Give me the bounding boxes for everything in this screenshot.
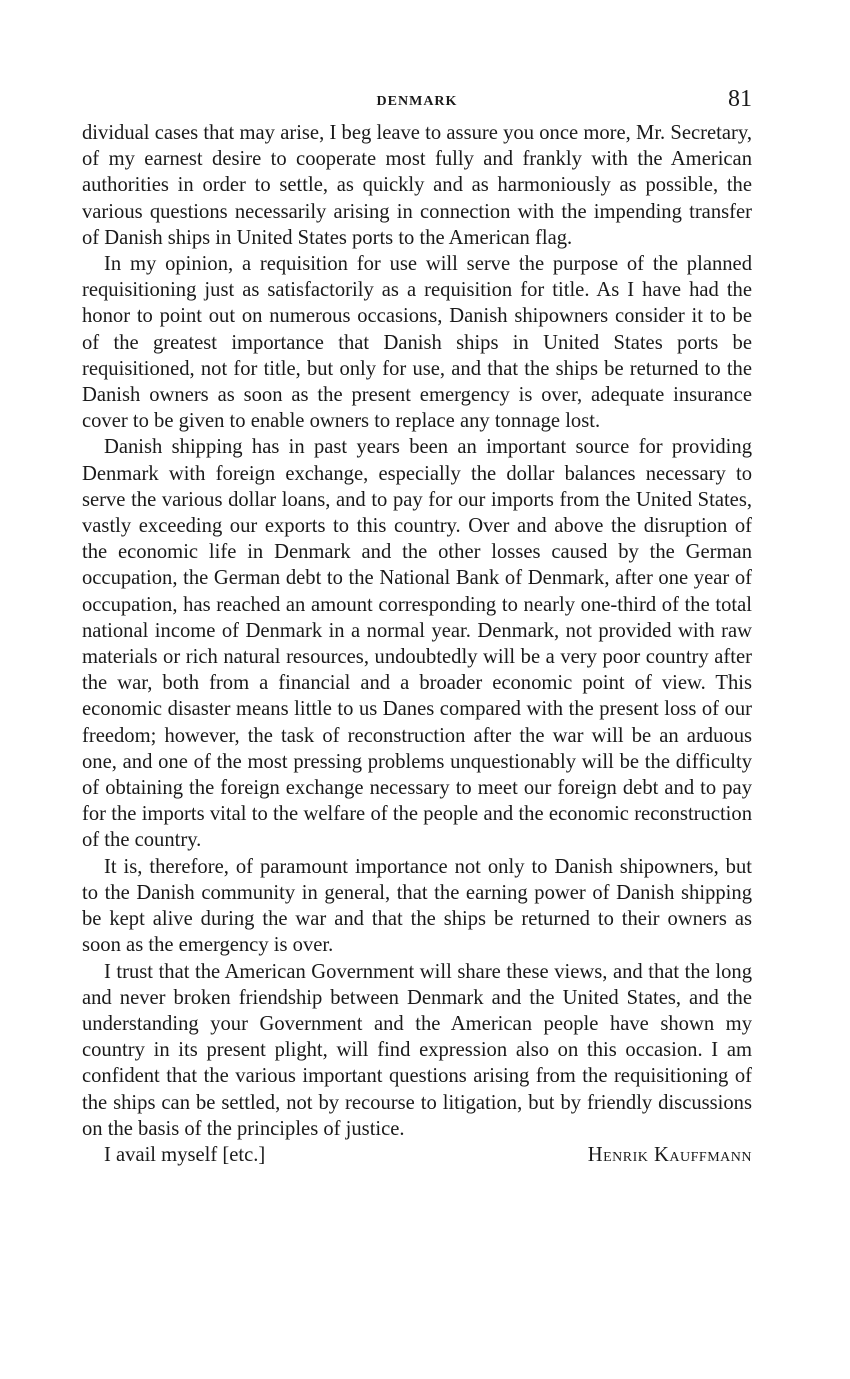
document-page <box>82 84 752 1168</box>
paragraph-danish-shipping: Danish shipping has in past years been an important source for providing Denmark with foreign exchange, especially the dollar balances necessary to serve the various dollar loans, and to pay for our imports from the United States, vastly exceeding our exports to this country. Over and above the disruption of the economic life in Denmark and the other losses caused by the German occupation, the German debt to the National Bank of Denmark, after one year of occupation, has reached an amount corresponding to nearly one-third of the total national income of Denmark in a normal year. Denmark, not provided with raw materials or rich natural resources, undoubtedly will be a very poor country after the war, both from a financial and a broader economic point of view. This economic disaster means little to us Danes compared with the present loss of our freedom; however, the task of reconstruction after the war will be an arduous one, and one of the most pressing problems unquestionably will be the difficulty of obtaining the foreign exchange necessary to meet our foreign debt and to pay for the imports vital to the welfare of the people and the economic reconstruction of the country. <box>82 436 752 852</box>
paragraph-continuation: dividual cases that may arise, I beg leave to assure you once more, Mr. Secretary, of my earnest desire to cooperate most fully and frankly with the American authorities in order to settle, as quickly and as harmoniously as possible, the various questions necessarily arising in connection with the impending transfer of Danish ships in United States ports to the American flag. <box>82 122 752 249</box>
signature: Henrik Kauffmann <box>587 1143 752 1166</box>
paragraph-paramount-importance: It is, therefore, of paramount importance not only to Danish shipowners, but to the Danish community in general, that the earning power of Danish shipping be kept alive during the war and that the ships be returned to their owners as soon as the emergency is over. <box>82 855 752 957</box>
running-header <box>82 84 752 120</box>
valediction: I avail myself [etc.] <box>104 1143 266 1166</box>
letter-closing <box>82 1142 752 1168</box>
page-number: 81 <box>728 86 752 112</box>
letter-body <box>82 120 752 1142</box>
header-title: DENMARK <box>376 94 458 109</box>
paragraph-trust: I trust that the American Government will share these views, and that the long and never broken friendship between Denmark and the United States, and the understanding your Government and the American people have shown my country in its present plight, will find expression also on this occasion. I am confident that the various important questions arising from the requisitioning of the ships can be settled, not by recourse to litigation, but by friendly discussions on the basis of the principles of justice. <box>82 960 752 1140</box>
paragraph-requisition-for-use: In my opinion, a requisition for use will serve the purpose of the planned requisitioning just as satisfactorily as a requisition for title. As I have had the honor to point out on numerous occasions, Danish shipowners consider it to be of the greatest importance that Danish ships in United States ports be requisitioned, not for title, but only for use, and that the ships be returned to the Danish owners as soon as the present emergency is over, adequate insurance cover to be given to enable owners to replace any tonnage lost. <box>82 253 752 433</box>
